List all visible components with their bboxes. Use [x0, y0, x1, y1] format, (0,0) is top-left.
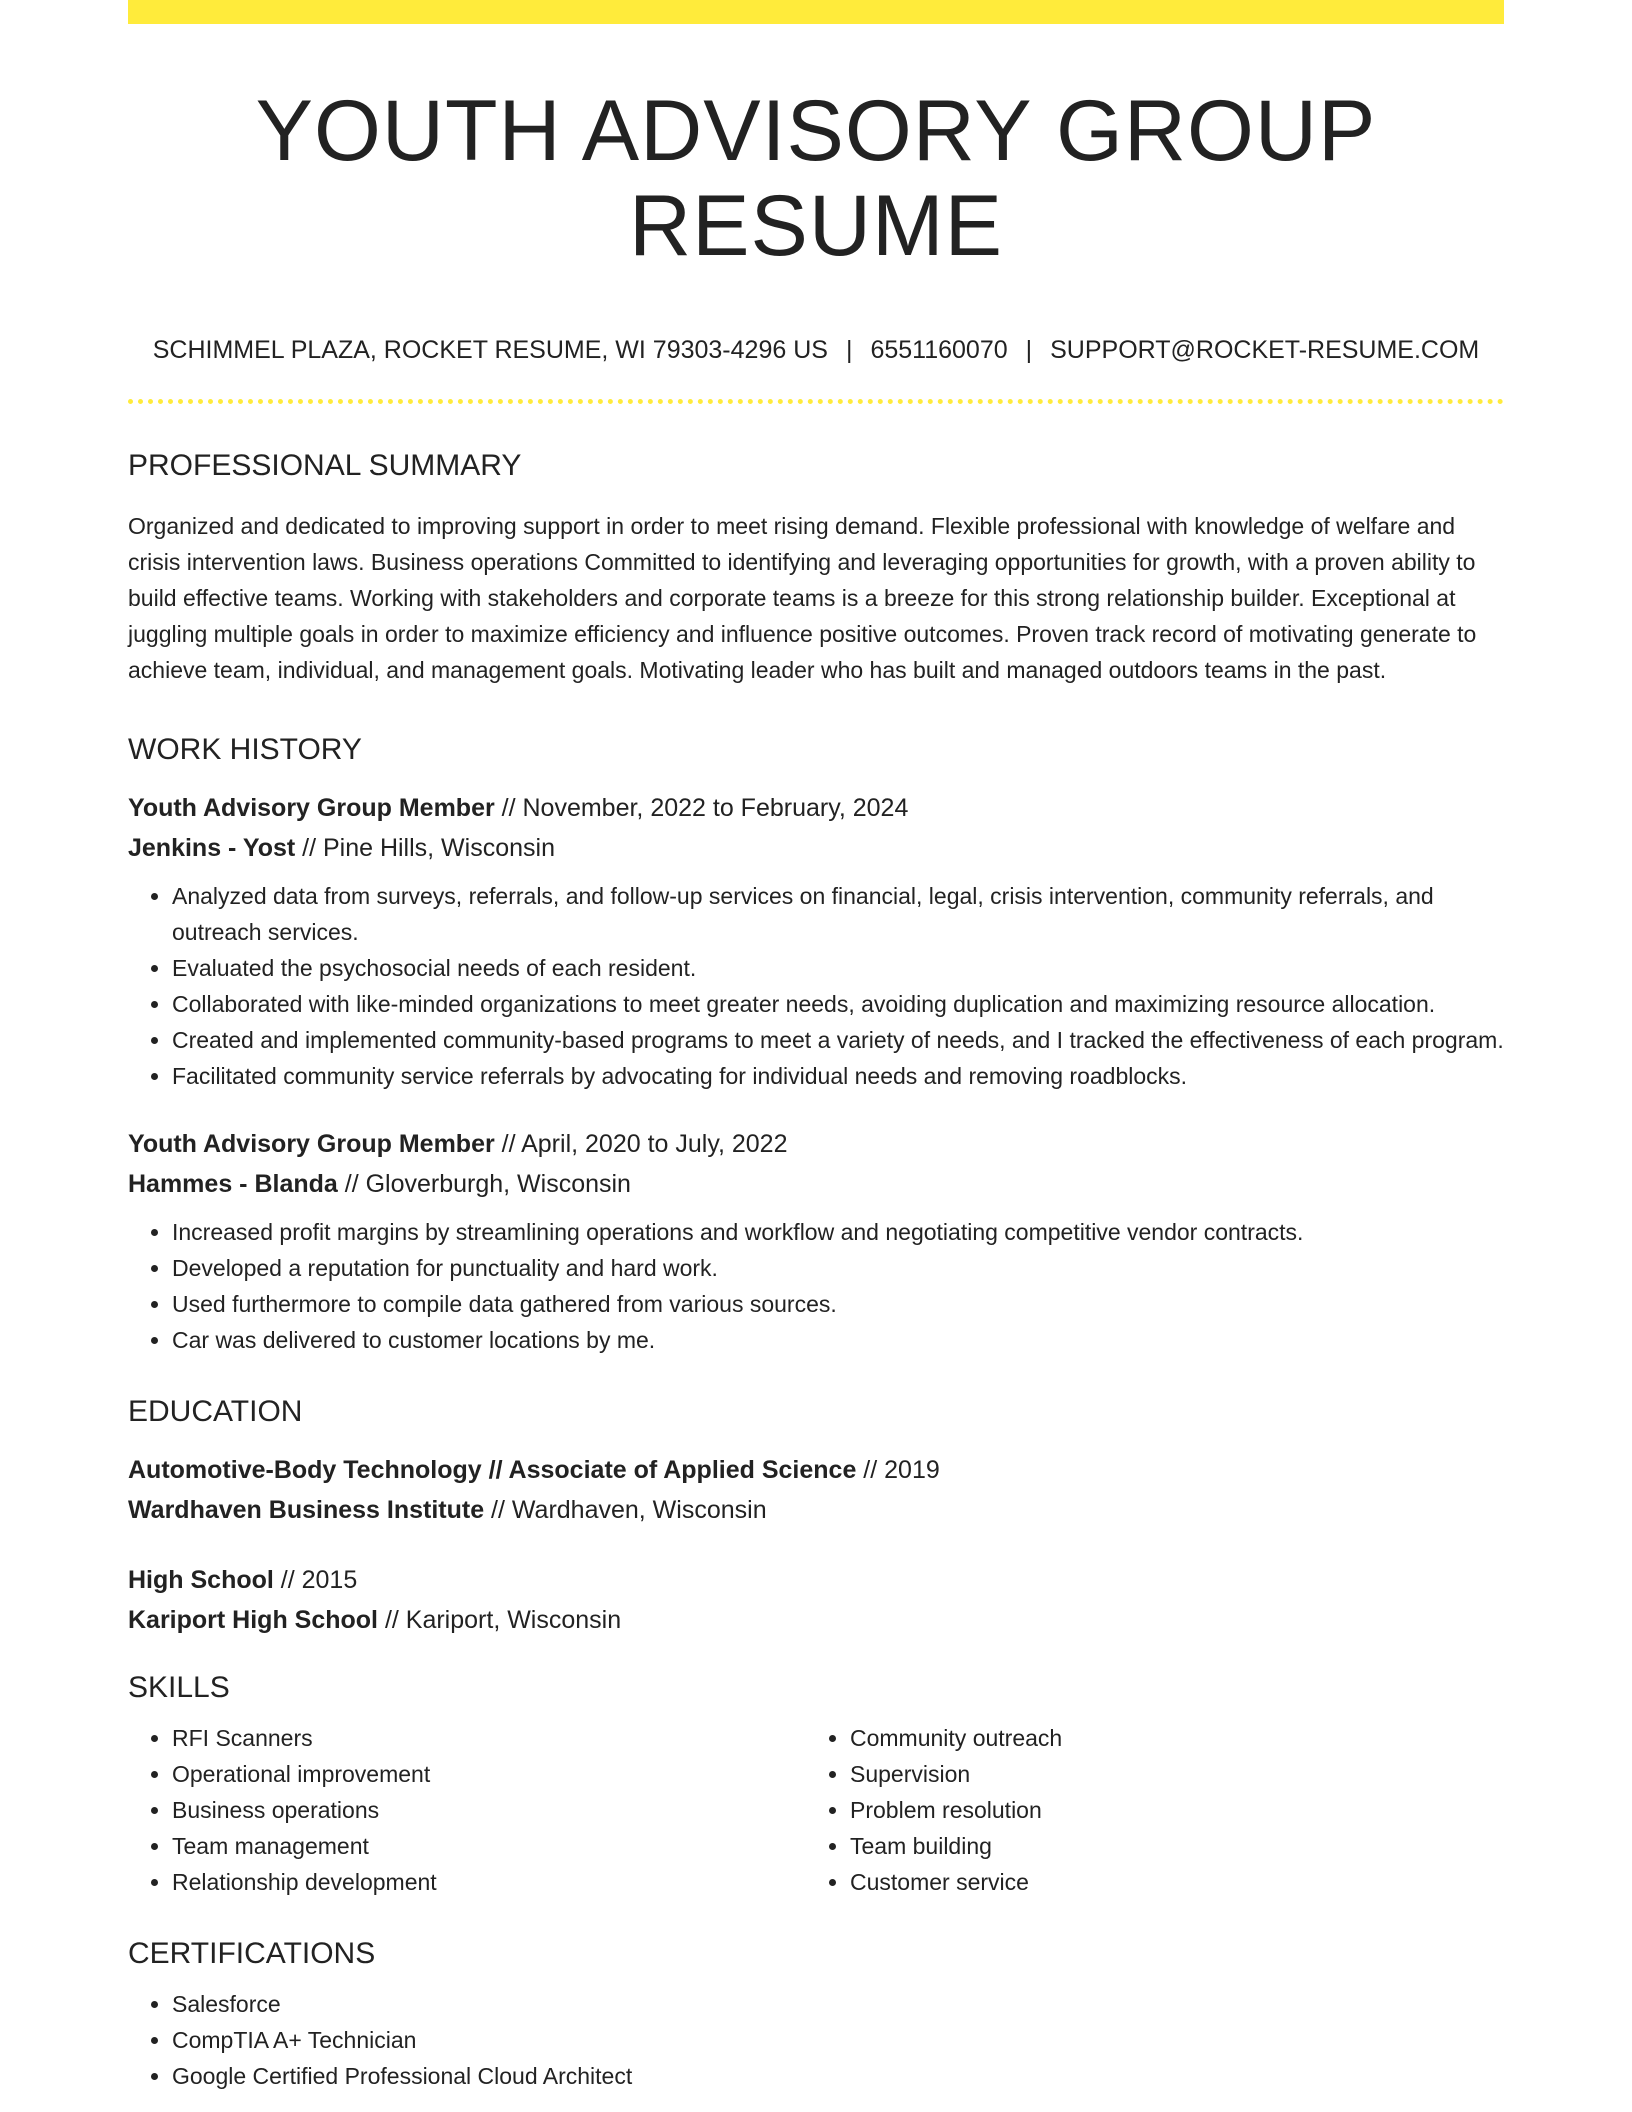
job-entry [128, 1124, 1504, 1358]
list-item: • Used furthermore to compile data gathered from various sources. [172, 1286, 1504, 1322]
job-company: Hammes - Blanda [128, 1170, 338, 1199]
education-school: Wardhaven Business Institute [128, 1496, 485, 1525]
skills-column-right [806, 1720, 1484, 1900]
education-heading: EDUCATION [128, 1395, 303, 1429]
education-entry [128, 1450, 1504, 1530]
education-location: // Wardhaven, Wisconsin [484, 1496, 767, 1525]
list-item: • Car was delivered to customer locations by me. [172, 1322, 1504, 1358]
list-item: • Evaluated the psychosocial needs of each resident. [172, 950, 1504, 986]
work-history-heading: WORK HISTORY [128, 733, 362, 767]
list-item: • Problem resolution [850, 1792, 1484, 1828]
contact-phone: 6551160070 [870, 336, 1008, 365]
list-item: • Developed a reputation for punctuality and hard work. [172, 1250, 1504, 1286]
job-location: // Pine Hills, Wisconsin [295, 834, 555, 863]
list-item: • Analyzed data from surveys, referrals, and follow-up services on financial, legal, crisis intervention, community referrals, and outreach services. [172, 878, 1504, 950]
job-company-line [128, 828, 1504, 868]
education-entry [128, 1560, 1504, 1640]
job-bullets [128, 878, 1504, 1094]
job-company-line [128, 1164, 1504, 1204]
list-item: • Google Certified Professional Cloud Architect [172, 2058, 1504, 2094]
education-location: // Kariport, Wisconsin [378, 1606, 622, 1635]
education-degree-line [128, 1560, 1504, 1600]
dotted-divider [128, 399, 1504, 404]
list-item: • Salesforce [172, 1986, 1504, 2022]
job-dates: // April, 2020 to July, 2022 [494, 1130, 788, 1159]
certifications-heading: CERTIFICATIONS [128, 1937, 376, 1971]
education-degree: High School [128, 1566, 274, 1595]
job-role: Youth Advisory Group Member [128, 794, 495, 823]
certifications-list [128, 1986, 1504, 2094]
job-company: Jenkins - Yost [128, 834, 296, 863]
contact-email: SUPPORT@ROCKET-RESUME.COM [1050, 336, 1480, 365]
list-item: • Team building [850, 1828, 1484, 1864]
job-location: // Gloverburgh, Wisconsin [337, 1170, 631, 1199]
list-item: • Community outreach [850, 1720, 1484, 1756]
contact-line [128, 335, 1504, 365]
resume-title: YOUTH ADVISORY GROUP RESUME [255, 83, 1377, 274]
education-school-line [128, 1600, 1504, 1640]
education-school: Kariport High School [128, 1606, 378, 1635]
contact-separator: | [845, 336, 853, 365]
job-bullets [128, 1214, 1504, 1358]
list-item: • Relationship development [172, 1864, 806, 1900]
list-item: • Facilitated community service referrals by advocating for individual needs and removing roadblocks. [172, 1058, 1504, 1094]
list-item: • RFI Scanners [172, 1720, 806, 1756]
contact-separator: | [1025, 336, 1033, 365]
contact-address: SCHIMMEL PLAZA, ROCKET RESUME, WI 79303-4296 US [152, 336, 828, 365]
education-year: // 2015 [273, 1566, 358, 1595]
education-degree: Automotive-Body Technology // Associate of Applied Science [128, 1456, 857, 1485]
resume-page [128, 0, 1504, 2094]
job-title-line [128, 788, 1504, 828]
list-item: • Operational improvement [172, 1756, 806, 1792]
list-item: • Team management [172, 1828, 806, 1864]
list-item: • Collaborated with like-minded organizations to meet greater needs, avoiding duplication and maximizing resource allocation. [172, 986, 1504, 1022]
list-item: • Supervision [850, 1756, 1484, 1792]
list-item: • Created and implemented community-based programs to meet a variety of needs, and I tracked the effectiveness of each program. [172, 1022, 1504, 1058]
list-item: • CompTIA A+ Technician [172, 2022, 1504, 2058]
job-role: Youth Advisory Group Member [128, 1130, 495, 1159]
education-school-line [128, 1490, 1504, 1530]
education-degree-line [128, 1450, 1504, 1490]
skills-column-left [128, 1720, 806, 1900]
summary-heading: PROFESSIONAL SUMMARY [128, 449, 522, 483]
top-accent-bar [128, 0, 1504, 24]
job-entry [128, 788, 1504, 1094]
skills-heading: SKILLS [128, 1671, 230, 1705]
skills-grid [128, 1720, 1504, 1900]
job-title-line [128, 1124, 1504, 1164]
job-dates: // November, 2022 to February, 2024 [494, 794, 909, 823]
list-item: • Customer service [850, 1864, 1484, 1900]
education-year: // 2019 [856, 1456, 940, 1485]
list-item: • Increased profit margins by streamlining operations and workflow and negotiating competitive vendor contracts. [172, 1214, 1504, 1250]
list-item: • Business operations [172, 1792, 806, 1828]
summary-text: Organized and dedicated to improving support in order to meet rising demand. Flexible professional with knowledge of welfare and crisis intervention laws. Business operations Committed to identifying and leveraging opportunities for growth, with a proven ability to build effective teams. Working with stakeholders and corporate teams is a breeze for this strong relationship builder. Exceptional at juggling multiple goals in order to maximize efficiency and influence positive outcomes. Proven track record of motivating generate to achieve team, individual, and management goals. Motivating leader who has built and managed outdoors teams in the past. [128, 513, 1477, 684]
